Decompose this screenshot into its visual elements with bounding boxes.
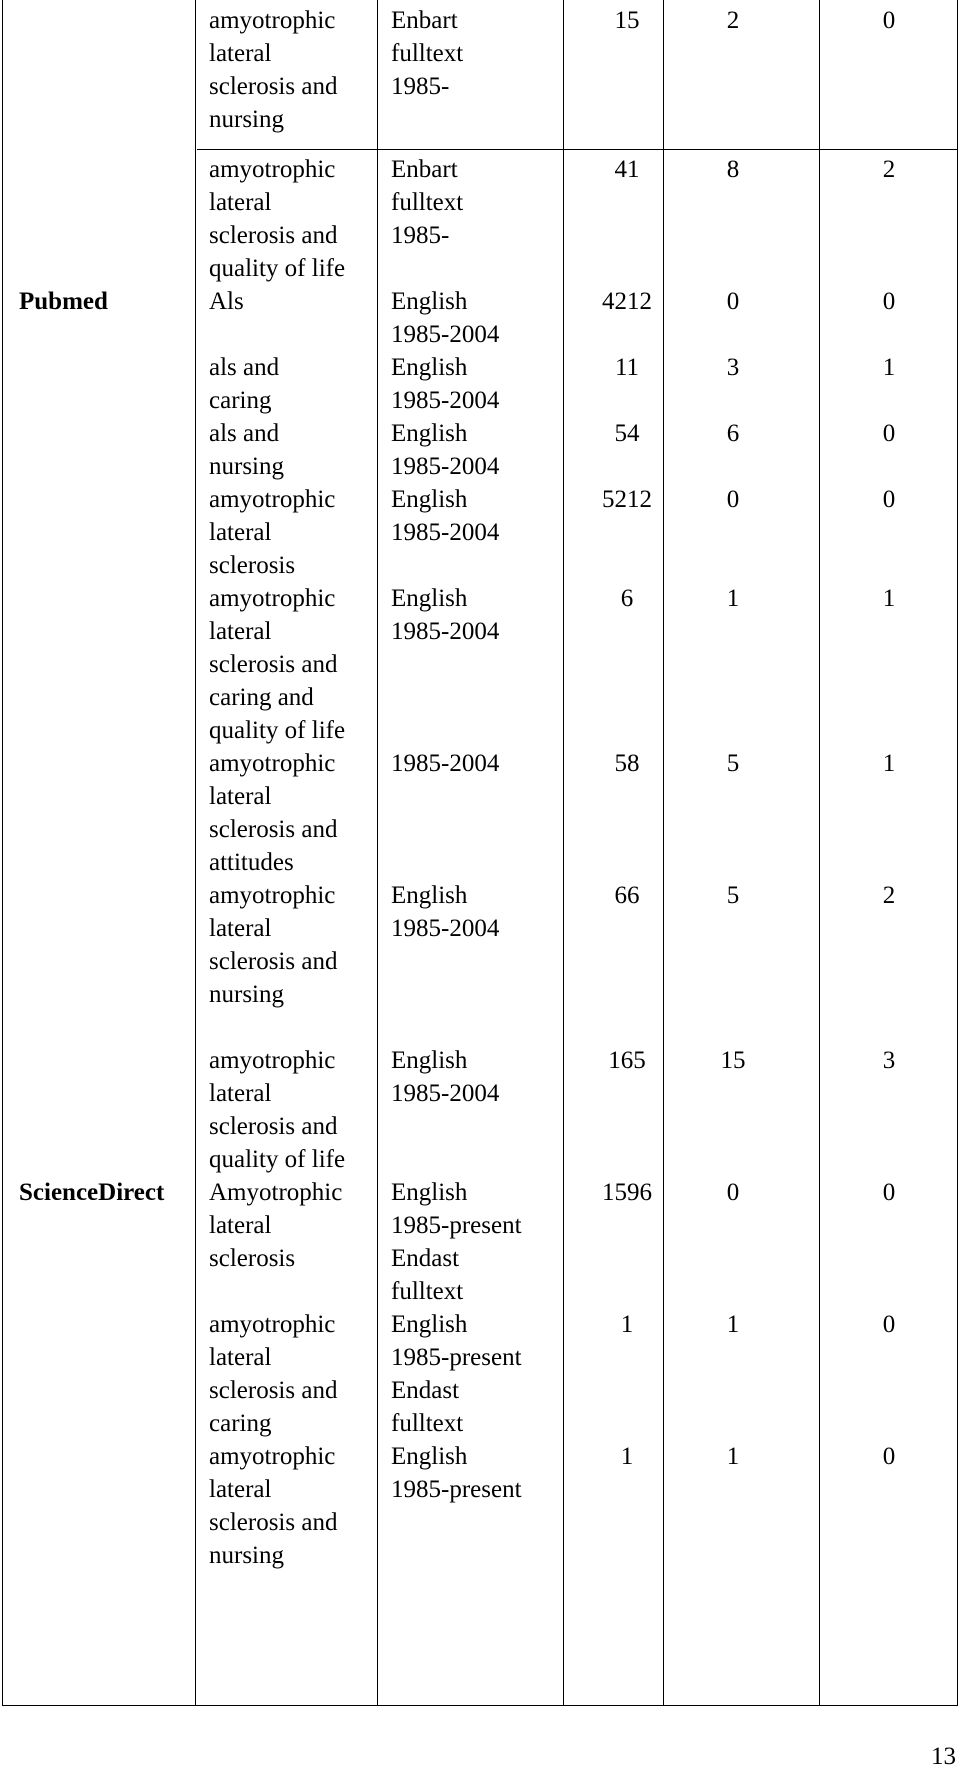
search-terms: amyotrophic lateral sclerosis and quality of life: [209, 156, 346, 282]
relevant-count: 3: [726, 354, 740, 381]
search-terms: amyotrophic lateral sclerosis and quality of life: [209, 1047, 346, 1173]
search-terms: amyotrophic lateral sclerosis and nursing: [209, 7, 338, 133]
search-limits: English 1985-present Endast fulltext: [391, 1179, 522, 1305]
relevant-count: 6: [726, 420, 740, 447]
hits-count: 1596: [602, 1179, 652, 1206]
hits-count: 165: [608, 1047, 646, 1074]
column-divider: [819, 0, 820, 1705]
relevant-count: 5: [726, 882, 740, 909]
search-terms: Als: [209, 288, 244, 315]
row-divider: [197, 149, 957, 150]
search-terms: amyotrophic lateral sclerosis: [209, 486, 336, 579]
included-count: 3: [882, 1047, 896, 1074]
included-count: 1: [882, 750, 896, 777]
hits-count: 4212: [602, 288, 652, 315]
relevant-count: 8: [726, 156, 740, 183]
column-divider: [377, 0, 378, 1705]
database-name: Pubmed: [19, 288, 108, 315]
included-count: 0: [882, 7, 896, 34]
search-limits: English 1985-2004: [391, 585, 500, 645]
included-count: 0: [882, 1443, 896, 1470]
relevant-count: 1: [726, 1311, 740, 1338]
search-terms: amyotrophic lateral sclerosis and caring and quality of life: [209, 585, 346, 744]
included-count: 1: [882, 354, 896, 381]
hits-count: 5212: [602, 486, 652, 513]
search-terms: als and caring: [209, 354, 280, 414]
relevant-count: 0: [726, 288, 740, 315]
relevant-count: 1: [726, 1443, 740, 1470]
search-limits: Enbart fulltext 1985-: [391, 7, 464, 100]
included-count: 2: [882, 882, 896, 909]
search-limits: English 1985-2004: [391, 486, 500, 546]
relevant-count: 0: [726, 1179, 740, 1206]
included-count: 2: [882, 156, 896, 183]
hits-count: 1: [620, 1443, 634, 1470]
hits-count: 66: [614, 882, 640, 909]
search-limits: English 1985-present Endast fulltext: [391, 1311, 522, 1437]
hits-count: 6: [620, 585, 634, 612]
hits-count: 11: [614, 354, 640, 381]
search-limits: English 1985-present: [391, 1443, 522, 1503]
hits-count: 15: [614, 7, 640, 34]
included-count: 1: [882, 585, 896, 612]
search-limits: English 1985-2004: [391, 1047, 500, 1107]
relevant-count: 15: [720, 1047, 746, 1074]
included-count: 0: [882, 1311, 896, 1338]
column-divider: [563, 0, 564, 1705]
included-count: 0: [882, 1179, 896, 1206]
search-limits: 1985-2004: [391, 750, 500, 777]
search-terms: amyotrophic lateral sclerosis and caring: [209, 1311, 338, 1437]
relevant-count: 5: [726, 750, 740, 777]
search-results-table: [2, 0, 958, 1706]
included-count: 0: [882, 288, 896, 315]
search-limits: English 1985-2004: [391, 882, 500, 942]
hits-count: 54: [614, 420, 640, 447]
included-count: 0: [882, 420, 896, 447]
database-name: ScienceDirect: [19, 1179, 165, 1206]
relevant-count: 2: [726, 7, 740, 34]
search-limits: English 1985-2004: [391, 288, 500, 348]
search-limits: Enbart fulltext 1985-: [391, 156, 464, 249]
search-terms: amyotrophic lateral sclerosis and attitudes: [209, 750, 338, 876]
relevant-count: 1: [726, 585, 740, 612]
hits-count: 1: [620, 1311, 634, 1338]
search-terms: amyotrophic lateral sclerosis and nursing: [209, 1443, 338, 1569]
included-count: 0: [882, 486, 896, 513]
search-limits: English 1985-2004: [391, 420, 500, 480]
column-divider: [195, 0, 196, 1705]
page-number: 13: [931, 1743, 956, 1770]
hits-count: 58: [614, 750, 640, 777]
search-terms: amyotrophic lateral sclerosis and nursing: [209, 882, 338, 1008]
relevant-count: 0: [726, 486, 740, 513]
search-terms: Amyotrophic lateral sclerosis: [209, 1179, 343, 1272]
search-terms: als and nursing: [209, 420, 284, 480]
hits-count: 41: [614, 156, 640, 183]
search-limits: English 1985-2004: [391, 354, 500, 414]
